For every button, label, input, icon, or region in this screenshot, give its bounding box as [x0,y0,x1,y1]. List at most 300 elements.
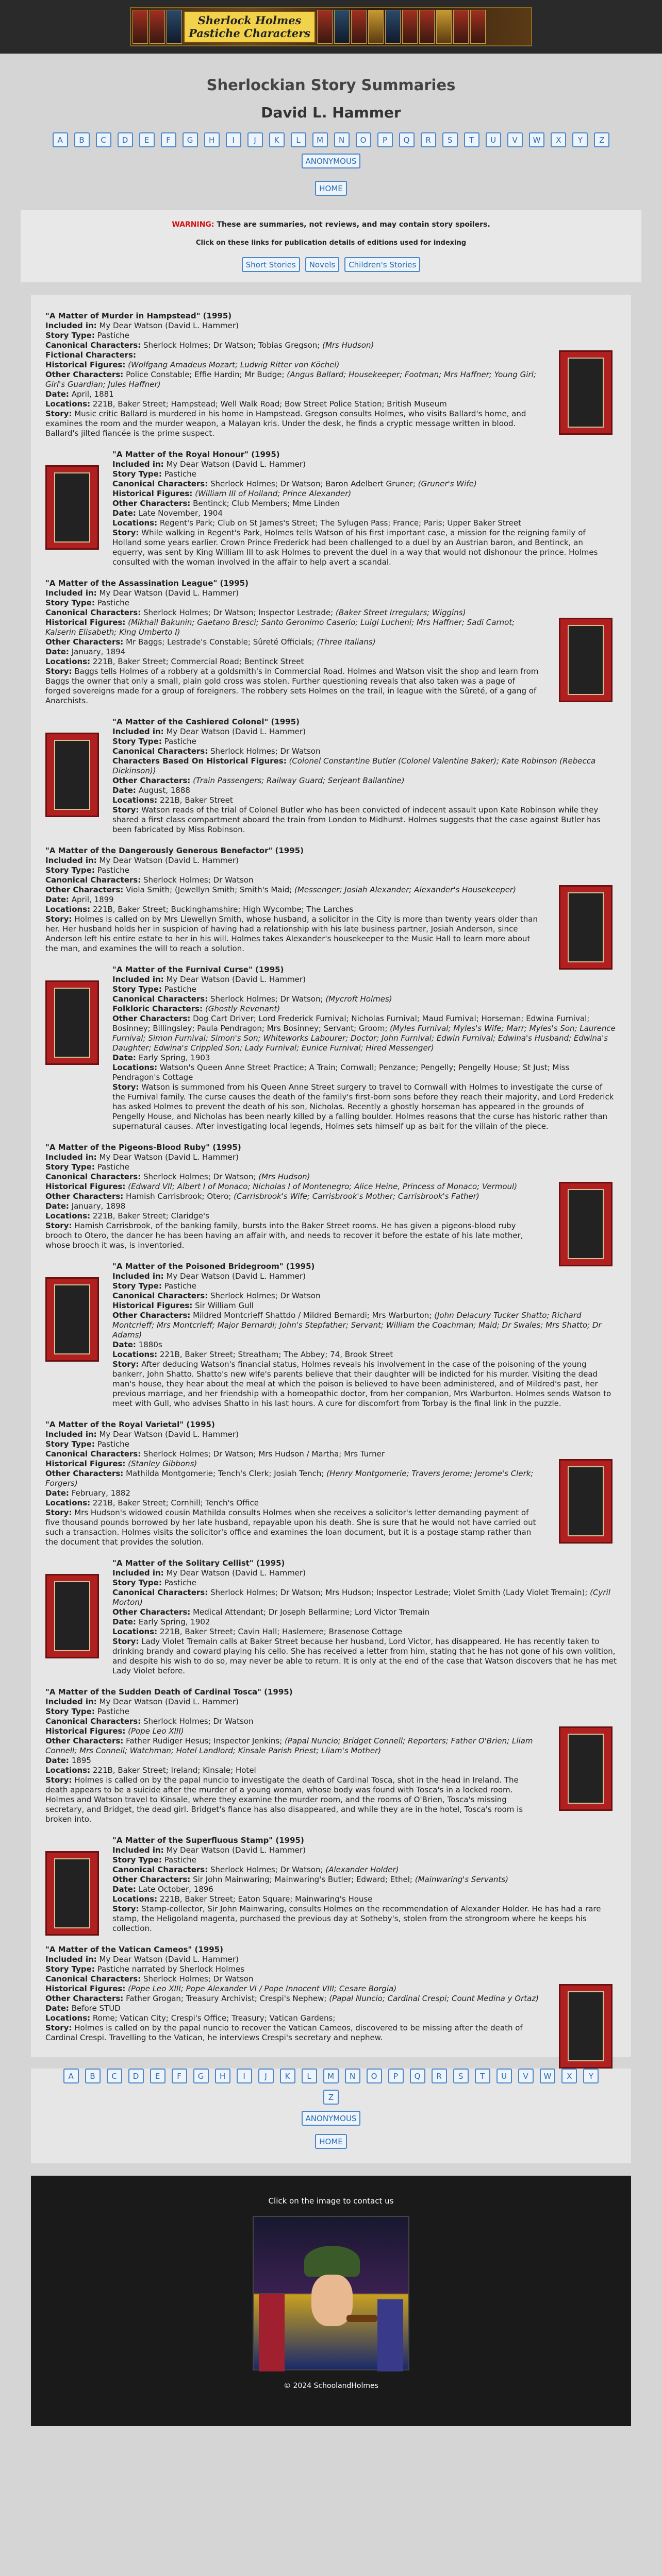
field-label: Date: [45,2004,69,2013]
field-value: Watson is summoned from his Queen Anne Street surgery to travel to Cornwall with Holmes to investigate the curse of the Furnival family. The curse causes the death of the family's first-born sons before they reach their majority, and Lord Frederick has asked Holmes to prevent the death of his son, Nicholas. Recently a ghostly horseman has appeared in the grounds of Pengelly House, and Nicholas has been nearly killed by a falling boulder. Holmes reasons that the curse has historic rather than supernatural causes. After investigating local legends, Holmes sets himself up as bait for the villain of the piece. [112,1082,614,1131]
field-value: Sherlock Holmes; Dr Watson; Mrs Hudson; Inspector Lestrade; Violet Smith (Lady Violet Tremain); [210,1588,590,1597]
field-label: Story: [45,2023,72,2032]
letter-link-h[interactable]: H [204,132,220,147]
field-value: January, 1894 [71,647,126,656]
story-field [45,866,539,875]
field-label: Date: [45,1201,69,1211]
letter-link-l[interactable]: L [302,2069,317,2083]
book-cover-image[interactable] [45,1574,99,1658]
book-cover-icon [150,10,165,44]
letter-link-v[interactable]: V [518,2069,534,2083]
story-field [45,2013,539,2023]
story-field [45,856,539,866]
letter-link-u[interactable]: U [486,132,501,147]
letter-link-r[interactable]: R [432,2069,447,2083]
story-title: "A Matter of the Royal Varietal" (1995) [45,1420,215,1429]
letter-link-b[interactable]: B [74,132,90,147]
book-cover-image[interactable] [45,1277,99,1362]
field-label: Other Characters: [112,776,191,785]
story-field [112,1350,617,1360]
field-value: Before STUD [71,2004,121,2013]
story-field [112,1281,617,1291]
field-label: Historical Figures: [112,489,193,498]
story-entry [45,1262,617,1409]
field-label: Date: [45,1756,69,1765]
field-label: Story: [112,1360,139,1369]
field-value-offpage: (Three Italians) [317,637,376,647]
field-value: While walking in Regent's Park, Holmes tells Watson of his first important case, a mission for the reigning family of Holland some years earlier. Crown Prince Frederick had been challenged to a duel by an Austrian baron, and Bentinck, an equerry, was sent by King William III to ask Holmes to prevent the duel in a way that would not dishonour the prince. Holmes consulted with the woman involved in the affair to help avert a scandal. [112,528,598,567]
field-value-offpage: (Gruner's Wife) [418,479,477,488]
index-text: Click on these links for publication details of editions used for indexing [195,239,467,247]
letter-link-n[interactable]: N [334,132,350,147]
story-field [112,1004,617,1014]
letter-link-u[interactable]: U [496,2069,512,2083]
story-field [112,1063,617,1082]
story-entry [45,965,617,1131]
letter-link-x[interactable]: X [551,132,566,147]
field-label: Historical Figures: [45,360,126,369]
field-value: Late November, 1904 [138,509,223,518]
letter-link-m[interactable]: M [323,2069,339,2083]
field-label: Story: [112,1904,139,1913]
story-field [112,1272,617,1281]
letter-link-k[interactable]: K [269,132,285,147]
field-value-offpage: (Angus Ballard; Housekeeper; Footman; Mrs Haffner; Young Girl; Girl's Guardian; Jules Haffner) [45,370,536,389]
field-value: Viola Smith; (Jewellyn Smith; Smith's Maid; [126,885,295,894]
story-field [112,786,617,795]
field-value: Pastiche [164,469,197,479]
story-field [45,1955,539,1964]
field-value: Pastiche [97,1162,130,1172]
book-cover-image[interactable] [559,1182,613,1266]
field-value: My Dear Watson (David L. Hammer) [99,856,239,865]
field-value: 221B, Baker Street; Eaton Square; Mainwaring's House [159,1894,373,1904]
story-field [45,1172,539,1182]
contact-image[interactable] [253,2216,409,2370]
field-value: Watson's Queen Anne Street Practice; A Train; Cornwall; Penzance; Pengelly; Pengelly House; St Just; Miss Pendragon's Cottage [112,1063,570,1082]
field-value-offpage: (Cyril Morton) [112,1588,610,1607]
book-cover-icon [385,10,401,44]
story-field [112,994,617,1004]
letter-link-c[interactable]: C [107,2069,122,2083]
story-field [45,588,539,598]
letter-link-t[interactable]: T [475,2069,490,2083]
story-title: "A Matter of the Assassination League" (1995) [45,579,249,588]
story-field [112,1301,617,1311]
field-value: My Dear Watson (David L. Hammer) [99,1697,239,1706]
anonymous-button-bottom[interactable]: ANONYMOUS [302,2111,361,2126]
field-label: Included in: [45,1153,97,1162]
field-label: Locations: [45,1766,91,1775]
field-label: Other Characters: [112,1014,191,1023]
story-entry [45,450,617,567]
field-value: Baggs tells Holmes of a robbery at a goldsmith's in Commercial Road. Holmes and Watson visit the shop and learn from Baggs the owner that only a small, plain gold cross was stolen. Further questioning reveals that also taken was a page of forged sovereigns made for a group of foreigners. The robbery sets Holmes on the trail, in league with the Sûreté, of a gang of Anarchists. [45,667,539,705]
field-label: Locations: [112,1350,158,1359]
field-value: April, 1881 [71,389,114,399]
field-value: Sherlock Holmes; Dr Watson [143,875,254,885]
book-cover-image[interactable] [559,618,613,702]
book-cover-icon [470,10,486,44]
field-value: Police Constable; Effie Hardin; Mr Budge; [126,370,287,379]
letter-link-f[interactable]: F [172,2069,187,2083]
field-label: Story Type: [112,1855,162,1865]
story-field [45,1211,539,1221]
field-label: Locations: [45,399,91,409]
field-value: Pastiche [97,1439,130,1449]
letter-link-w[interactable]: W [540,2069,556,2083]
field-label: Other Characters: [45,885,124,894]
story-field [112,1607,617,1617]
site-banner[interactable] [130,7,532,46]
letter-link-a[interactable]: A [63,2069,79,2083]
book-cover-image[interactable] [45,465,99,550]
field-label: Other Characters: [45,370,124,379]
field-label: Canonical Characters: [112,1865,208,1874]
story-field [45,1984,539,1994]
field-label: Story: [112,528,139,537]
story-field [112,479,617,489]
field-value: Sherlock Holmes; Dr Watson [210,1291,321,1300]
field-value-offpage: (William III of Holland; Prince Alexander) [195,489,352,498]
story-field [112,1053,617,1063]
letter-link-w[interactable]: W [529,132,545,147]
field-value: My Dear Watson (David L. Hammer) [99,321,239,330]
story-field [45,1717,539,1726]
letter-link-h[interactable]: H [215,2069,230,2083]
story-field [112,1291,617,1301]
field-label: Story: [112,1637,139,1646]
field-value: 221B, Baker Street; Claridge's [92,1211,209,1221]
story-title: "A Matter of Murder in Hampstead" (1995) [45,311,232,320]
field-label: Date: [112,786,136,795]
field-label: Date: [45,389,69,399]
field-value-offpage: (Messenger; Josiah Alexander; Alexander's Housekeeper) [294,885,516,894]
letter-link-y[interactable]: Y [583,2069,599,2083]
anonymous-button[interactable]: ANONYMOUS [302,154,361,168]
field-label: Canonical Characters: [45,1974,141,1984]
story-field [112,1904,617,1934]
field-label: Included in: [112,1272,164,1281]
story-field [45,370,539,389]
story-field [112,805,617,835]
letter-link-z[interactable]: Z [323,2090,339,2105]
story-field [45,608,539,618]
field-label: Locations: [112,1627,158,1636]
field-value: Pastiche [164,737,197,746]
field-label: Date: [45,1488,69,1498]
story-field [45,1439,539,1449]
field-label: Date: [45,895,69,904]
book-cover-icon [453,10,469,44]
letter-link-g[interactable]: G [183,132,198,147]
letter-link-l[interactable]: L [291,132,306,147]
field-label: Canonical Characters: [45,1449,141,1459]
title-block [0,76,662,121]
story-field [45,1974,539,1984]
letter-link-j[interactable]: J [258,2069,274,2083]
story-entry [45,1836,617,1934]
story-field [45,409,539,438]
story-field [112,1637,617,1676]
field-label: Story: [45,409,72,418]
story-field [112,1875,617,1885]
book-cover-image[interactable] [45,1851,99,1936]
field-value: My Dear Watson (David L. Hammer) [166,727,306,736]
book-cover-image[interactable] [45,980,99,1065]
field-value-offpage: (Myles Furnival; Myles's Wife; Marr; Myles's Son; Laurence Furnival; Simon Furnival; Simon's Son; Whiteworks Labourer; Doctor; John Furnival; Edwin Furnival; Edwina's Husband; Edwina's Daughter; Edwina's Crippled Son; Lady Furnival; Eunice Furnival; Hired Messenger) [112,1024,616,1053]
story-title: "A Matter of the Furnival Curse" (1995) [112,965,284,974]
story-field [112,1578,617,1588]
story-field [45,1697,539,1707]
letter-link-p[interactable]: P [377,132,393,147]
field-label: Story Type: [112,469,162,479]
letter-link-o[interactable]: O [367,2069,382,2083]
story-field [45,1498,539,1508]
book-cover-image[interactable] [559,1459,613,1544]
footer [31,2176,631,2426]
story-field [112,1360,617,1409]
letter-link-d[interactable]: D [118,132,133,147]
letter-link-c[interactable]: C [96,132,111,147]
field-value-offpage: (Mrs Hudson) [322,341,374,350]
field-label: Story Type: [112,985,162,994]
letter-link-e[interactable]: E [139,132,155,147]
field-label: Included in: [45,321,97,330]
story-title: "A Matter of the Superfluous Stamp" (1995) [112,1836,304,1845]
field-value-offpage: (Mikhail Bakunin; Gaetano Bresci; Santo Geronimo Caserio; Luigi Lucheni; Mrs Haffner; Sadi Carnot; Kaiserin Elisabeth; King Umberto I) [45,618,515,637]
field-label: Canonical Characters: [45,1717,141,1726]
letter-link-b[interactable]: B [85,2069,101,2083]
story-field [112,1588,617,1607]
field-label: Locations: [45,657,91,666]
field-label: Other Characters: [112,1875,191,1884]
field-label: Other Characters: [112,499,191,508]
letter-link-i[interactable]: I [237,2069,252,2083]
field-value-offpage: (Mainwaring's Servants) [415,1875,508,1884]
field-value: Holmes is called on by the papal nuncio to recover the Vatican Cameos, discovered to be missing after the death of Cardinal Crespi. Travelling to the Vatican, he interviews Crespi's secretary and nephew. [45,2023,523,2042]
field-value-offpage: (Papal Nuncio; Bridget Connell; Reporters; Father O'Brien; Lliam Connell; Mrs Connell; Watchman; Hotel Landlord; Kinsale Parish Priest; Lliam's Mother) [45,1736,533,1755]
letter-link-v[interactable]: V [507,132,523,147]
field-value: 221B, Baker Street; Buckinghamshire; High Wycombe; The Larches [92,905,354,914]
field-value: My Dear Watson (David L. Hammer) [166,975,306,984]
field-value: Mathilda Montgomerie; Tench's Clerk; Josiah Tench; [126,1469,327,1478]
field-value: Sherlock Holmes; Dr Watson; Mrs Hudson / Martha; Mrs Turner [143,1449,385,1459]
letter-link-i[interactable]: I [226,132,241,147]
letter-link-x[interactable]: X [561,2069,577,2083]
letter-link-o[interactable]: O [356,132,371,147]
letter-link-z[interactable]: Z [594,132,609,147]
field-label: Canonical Characters: [45,875,141,885]
letter-link-k[interactable]: K [280,2069,295,2083]
field-label: Story Type: [112,1281,162,1291]
story-field [45,2004,539,2013]
story-field [112,975,617,985]
story-field [112,795,617,805]
field-value: Pastiche [164,1281,197,1291]
letter-link-f[interactable]: F [161,132,176,147]
story-field [112,528,617,567]
field-label: Story: [45,1508,72,1517]
field-label: Canonical Characters: [112,994,208,1004]
story-field [45,1459,539,1469]
letter-link-s[interactable]: S [442,132,458,147]
field-value: January, 1898 [71,1201,126,1211]
field-value-offpage: (Henry Montgomerie; Travers Jerome; Jerome's Clerk; Forgers) [45,1469,534,1488]
field-label: Historical Figures: [45,1182,126,1191]
story-field [112,985,617,994]
field-label: Story: [112,1082,139,1092]
field-value: 221B, Baker Street; Ireland; Kinsale; Hotel [92,1766,256,1775]
story-field [112,1568,617,1578]
field-value: Pastiche [164,1855,197,1865]
field-label: Included in: [112,727,164,736]
letter-link-m[interactable]: M [312,132,328,147]
field-label: Date: [112,509,136,518]
story-field [112,747,617,756]
field-label: Included in: [45,856,97,865]
book-cover-icon [351,10,367,44]
field-label: Historical Figures: [45,1726,126,1736]
book-cover-image[interactable] [45,733,99,817]
home-button[interactable]: HOME [315,181,347,196]
field-label: Locations: [112,518,158,528]
field-value: Stamp-collector, Sir John Mainwaring, consults Holmes on the recommendation of Alexander Holder. He has had a rare stamp, the Heligoland magenta, purchased the previous day at Sotheby's, stolen from the strongroom where he keeps his collection. [112,1904,601,1933]
field-value: Regent's Park; Club on St James's Street; The Sylugen Pass; France; Paris; Upper Baker Street [159,518,521,528]
letter-link-r[interactable]: R [421,132,436,147]
field-label: Included in: [112,975,164,984]
field-value: 221B, Baker Street; Commercial Road; Bentinck Street [92,657,304,666]
story-title: "A Matter of the Cashiered Colonel" (1995) [112,717,300,726]
story-field [45,1201,539,1211]
letter-link-s[interactable]: S [453,2069,469,2083]
field-value: February, 1882 [71,1488,130,1498]
field-label: Story: [45,914,72,924]
field-label: Story Type: [112,1578,162,1587]
letter-link-t[interactable]: T [464,132,479,147]
tower-shape [259,2294,285,2371]
field-label: Date: [45,647,69,656]
field-value: Mildred Montcrieff Shattdo / Mildred Bernardi; Mrs Warburton; [193,1311,435,1320]
field-value: Music critic Ballard is murdered in his home in Hampstead. Gregson consults Holmes, who visits Ballard's home, and examines the room and the murder weapon, a Malayan kris. Under the desk, he finds a cryptic message written in blood. Ballard's jilted fiancée is the prime suspect. [45,409,526,438]
field-label: Included in: [45,1697,97,1706]
letter-link-j[interactable]: J [247,132,263,147]
novels-button[interactable]: Novels [305,257,340,272]
story-field [45,1221,539,1250]
letter-link-q[interactable]: Q [410,2069,425,2083]
letter-link-q[interactable]: Q [399,132,415,147]
banner-line-1: Sherlock Holmes [197,14,302,27]
spoiler-notice [21,210,641,282]
letter-link-e[interactable]: E [150,2069,166,2083]
field-label: Locations: [45,1498,91,1507]
childrens-stories-button[interactable]: Children's Stories [344,257,420,272]
story-title: "A Matter of the Pigeons-Blood Ruby" (1995) [45,1143,241,1152]
contact-text: Click on the image to contact us [268,2196,394,2206]
story-field [112,1311,617,1340]
field-value: My Dear Watson (David L. Hammer) [99,588,239,598]
letter-link-p[interactable]: P [388,2069,404,2083]
story-field [112,737,617,747]
book-cover-icon [368,10,384,44]
field-value: Sherlock Holmes; Dr Watson; Inspector Lestrade; [143,608,336,617]
field-label: Locations: [112,1894,158,1904]
field-label: Locations: [45,905,91,914]
story-list [31,295,631,2057]
field-value: Sherlock Holmes; Dr Watson; [210,994,326,1004]
story-field [112,1340,617,1350]
banner-title [184,11,316,43]
field-value: My Dear Watson (David L. Hammer) [166,1568,306,1578]
letter-link-a[interactable]: A [53,132,68,147]
story-field [45,1162,539,1172]
story-field [45,1756,539,1766]
field-label: Date: [112,1340,136,1349]
short-stories-button[interactable]: Short Stories [242,257,300,272]
field-value-offpage: (Stanley Gibbons) [128,1459,197,1468]
story-field [45,1430,539,1439]
story-field [45,875,539,885]
page-title: Sherlockian Story Summaries [206,76,456,94]
letter-nav-bottom [45,2069,617,2105]
field-value-offpage: (Mrs Hudson) [258,1172,310,1181]
letter-link-y[interactable]: Y [572,132,588,147]
story-field [45,885,539,895]
story-field [45,1153,539,1162]
field-value-offpage: (Alexander Holder) [325,1865,399,1874]
book-cover-icon [402,10,418,44]
home-button-bottom[interactable]: HOME [315,2134,347,2149]
story-field [45,341,539,350]
letter-link-n[interactable]: N [345,2069,360,2083]
letter-link-d[interactable]: D [128,2069,144,2083]
field-value-offpage: (Mycroft Holmes) [325,994,392,1004]
copyright: © 2024 SchoolandHolmes [284,2382,378,2390]
story-title: "A Matter of the Poisoned Bridegroom" (1995) [112,1262,315,1271]
field-value: Watson reads of the trial of Colonel Butler who has been convicted of indecent assault upon Kate Robinson while they shared a first class compartment aboard the train from London to Midhurst. Holmes suggests that the case against Butler has been fabricated by Miss Robinson. [112,805,601,834]
field-value: Mr Baggs; Lestrade's Constable; Sûreté Officials; [126,637,317,647]
field-label: Included in: [112,1568,164,1578]
book-cover-icon [419,10,435,44]
book-cover-image[interactable] [559,885,613,970]
book-cover-image[interactable] [559,350,613,435]
story-field [112,776,617,786]
field-value: Hamish Carrisbrook; Otero; [126,1192,234,1201]
story-field [45,1508,539,1547]
field-value: Dog Cart Driver; Lord Frederick Furnival; Nicholas Furnival; Maud Furnival; Horseman; Edwina Furnival; Bosinney; Billingsley; Paula Pendragon; Mrs Bosinney; Servant; Groom; [112,1014,590,1033]
field-label: Locations: [45,2013,91,2023]
field-label: Historical Figures: [112,1301,193,1310]
field-label: Canonical Characters: [45,341,141,350]
story-field [45,1707,539,1717]
field-value: Sherlock Holmes; Dr Watson [143,1974,254,1984]
story-entry [45,717,617,835]
book-cover-image[interactable] [559,1726,613,1811]
field-label: Other Characters: [112,1311,191,1320]
field-label: Story Type: [45,598,95,607]
story-field [45,389,539,399]
field-value: 221B, Baker Street; Cavin Hall; Haslemere; Brasenose Cottage [159,1627,403,1636]
story-field [45,895,539,905]
field-value: Rome; Vatican City; Crespi's Office; Treasury; Vatican Gardens; [92,2013,336,2023]
field-value: Pastiche [97,866,130,875]
field-label: Story Type: [45,1964,95,1974]
letter-link-g[interactable]: G [193,2069,209,2083]
book-cover-image[interactable] [559,1984,613,2069]
tower-shape [377,2299,403,2371]
field-label: Canonical Characters: [112,479,208,488]
field-value: Hamish Carrisbrook, of the banking family, bursts into the Baker Street rooms. He has given a pigeons-blood ruby brooch to Otero, the dancer he has been having an affair with, and needs to recover it before the estate of his late mother, whose brooch it was, is inventoried. [45,1221,523,1250]
field-value-offpage: (John Delacury Tucker Shatto; Richard Montcrieff; Mrs Montcrieff; Major Bernardi; John's Stepfather; Servant; William the Coachman; Maid; Dr Swales; Mrs Shatto; Dr Adams) [112,1311,602,1340]
